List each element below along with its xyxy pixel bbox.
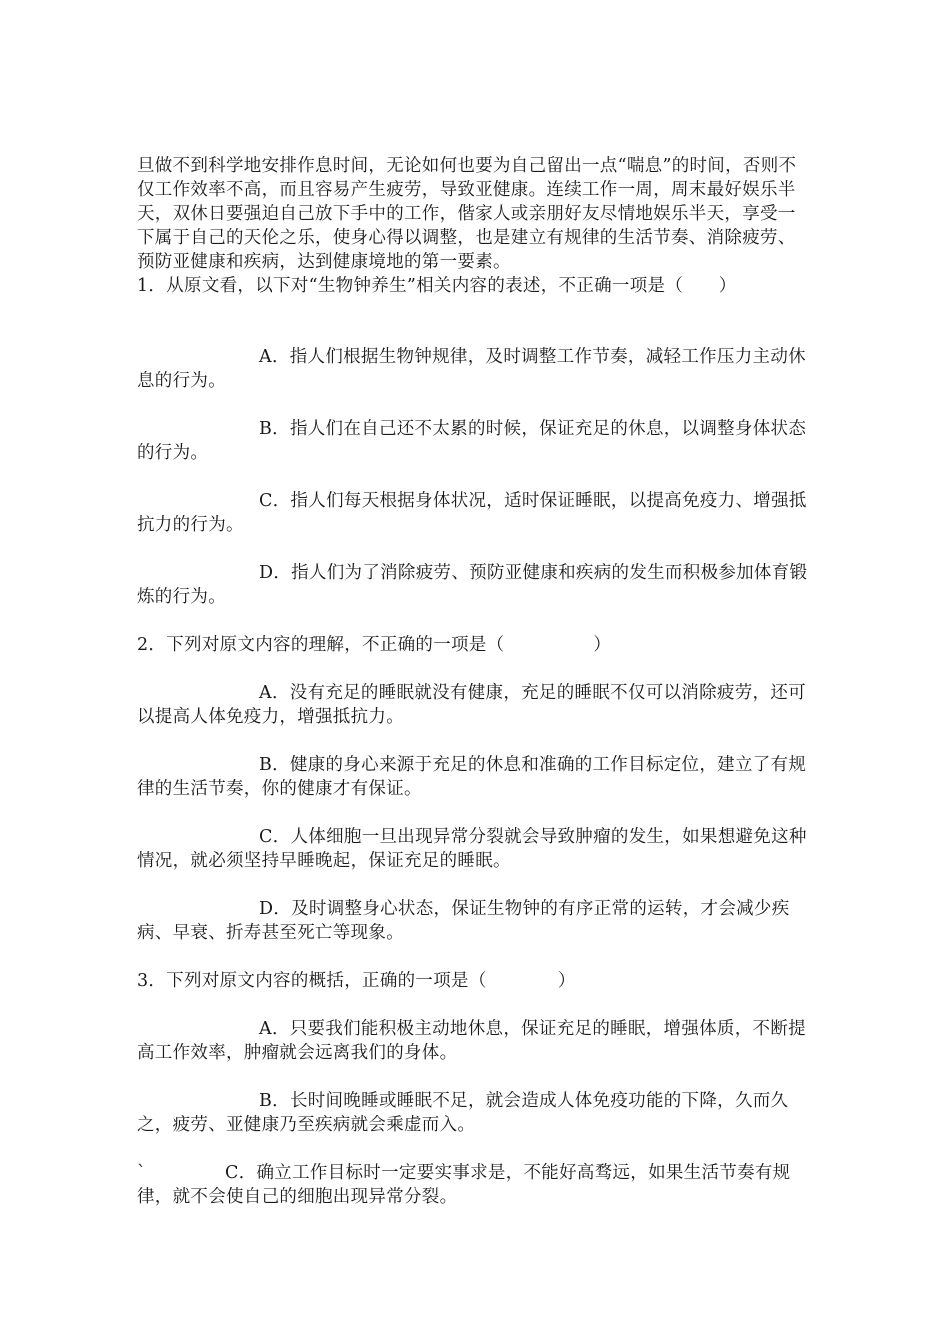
question-3-stem: 3．下列对原文内容的概括，正确的一项是（ ） xyxy=(137,971,576,991)
option-text: B．长时间晚睡或睡眠不足，就会造成人体免疫功能的下降，久而久之，疲劳、亚健康乃至疾病就会乘虚而入。 xyxy=(137,1091,789,1135)
question-1-option-a xyxy=(137,345,809,393)
option-text: C．人体细胞一旦出现异常分裂就会导致肿瘤的发生，如果想避免这种情况，就必须坚持早睡晚起，保证充足的睡眠。 xyxy=(137,827,807,871)
question-3-option-b xyxy=(137,1089,809,1137)
question-1-option-b xyxy=(137,417,809,465)
option-text: C．指人们每天根据身体状况，适时保证睡眠，以提高免疫力、增强抵抗力的行为。 xyxy=(137,491,807,535)
question-2-option-a xyxy=(137,681,809,729)
question-2-option-c xyxy=(137,825,809,873)
passage-paragraph: 旦做不到科学地安排作息时间，无论如何也要为自己留出一点“喘息”的时间，否则不仅工作效率不高，而且容易产生疲劳，导致亚健康。连续工作一周，周末最好娱乐半天，双休日要强迫自己放下手中的工作，偕家人或亲朋好友尽情地娱乐半天，享受一下属于自己的天伦之乐，使身心得以调整，也是建立有规律的生活节奏、消除疲劳、预防亚健康和疾病，达到健康境地的第一要素。 xyxy=(137,156,797,272)
question-2-option-b xyxy=(137,753,809,801)
option-text: B．健康的身心来源于充足的休息和准确的工作目标定位，建立了有规律的生活节奏，你的健康才有保证。 xyxy=(137,755,807,799)
option-text: A．没有充足的睡眠就没有健康，充足的睡眠不仅可以消除疲劳，还可以提高人体免疫力，增强抵抗力。 xyxy=(137,683,806,727)
question-2-stem: 2．下列对原文内容的理解，不正确的一项是（ ） xyxy=(137,635,612,655)
question-1-option-d xyxy=(137,561,809,609)
option-text: D．及时调整身心状态，保证生物钟的有序正常的运转，才会减少疾病、早衰、折寿甚至死亡等现象。 xyxy=(137,899,790,943)
option-text: A．指人们根据生物钟规律，及时调整工作节奏，减轻工作压力主动休息的行为。 xyxy=(137,347,806,391)
question-3-option-a xyxy=(137,1017,809,1065)
question-2-option-d xyxy=(137,897,809,945)
question-1-option-c xyxy=(137,489,809,537)
option-text: D．指人们为了消除疲劳、预防亚健康和疾病的发生而积极参加体育锻炼的行为。 xyxy=(137,563,808,607)
option-text: C．确立工作目标时一定要实事求是，不能好高骛远，如果生活节奏有规律，就不会使自己的细胞出现异常分裂。 xyxy=(137,1163,791,1207)
option-text: B．指人们在自己还不太累的时候，保证充足的休息，以调整身体状态的行为。 xyxy=(137,419,807,463)
stray-mark: ` xyxy=(137,1163,147,1183)
option-text: A．只要我们能积极主动地休息，保证充足的睡眠，增强体质，不断提高工作效率，肿瘤就会远离我们的身体。 xyxy=(137,1019,806,1063)
question-1-stem: 1．从原文看，以下对“生物钟养生”相关内容的表述，不正确一项是（ ） xyxy=(137,276,737,296)
question-3-option-c xyxy=(137,1161,809,1209)
